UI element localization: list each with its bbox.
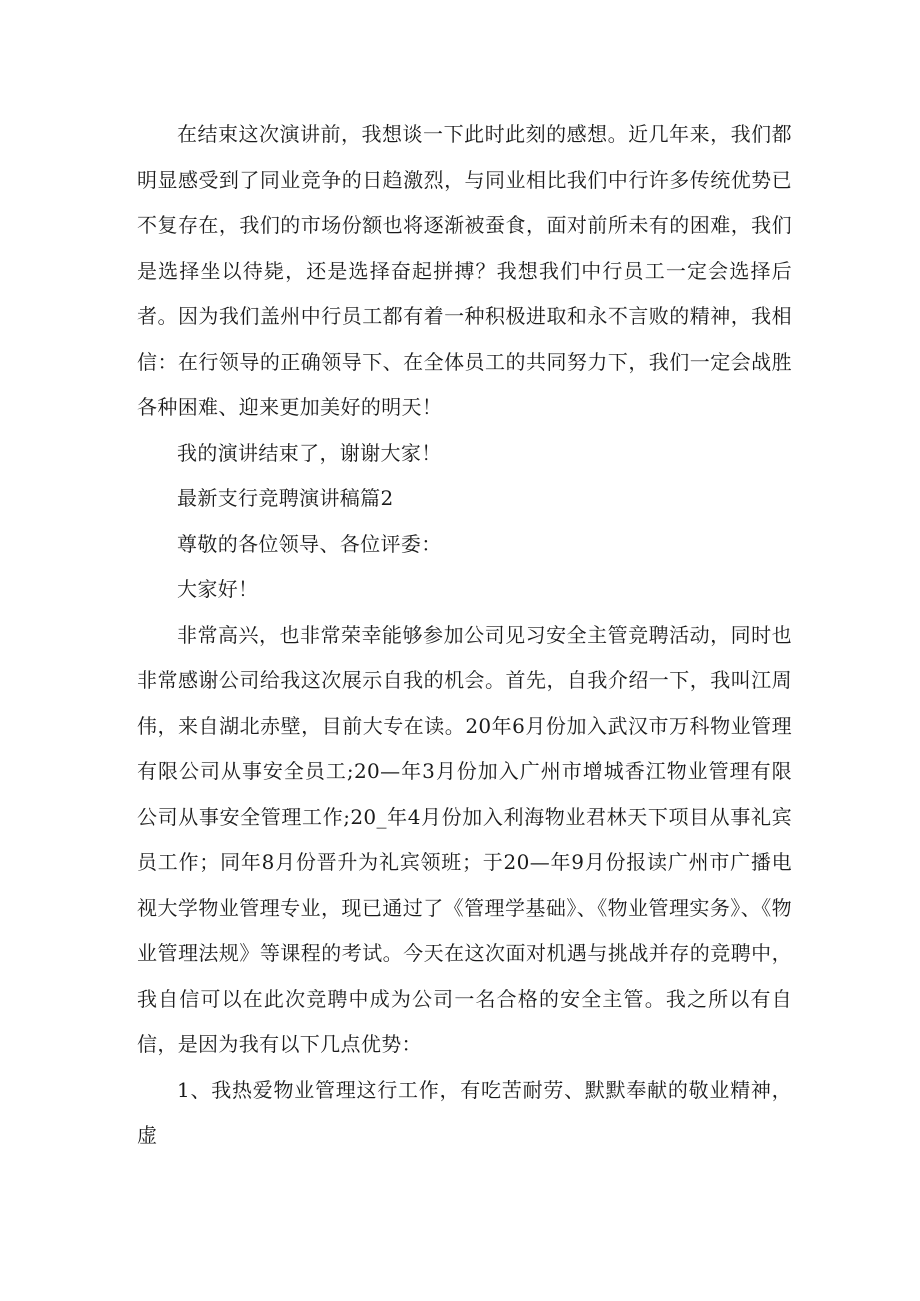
greeting: 大家好！: [177, 577, 259, 601]
paragraph-closing-thoughts: 在结束这次演讲前，我想谈一下此时此刻的感想。近几年来，我们都明显感受到了同业竞争的日趋激烈，与同业相比我们中行许多传统优势已不复存在，我们的市场份额也将逐渐被蚕食，面对前所未有的困难，我们是选择坐以待毙，还是选择奋起拼搏？我想我们中行员工一定会选择后者。因为我们盖州中行员工都有着一种积极进取和永不言败的精神，我相信：在行领导的正确领导下、在全体员工的共同努力下，我们一定会战胜各种困难、迎来更加美好的明天！: [137, 122, 792, 419]
section-heading: 最新支行竞聘演讲稿篇2: [177, 486, 394, 510]
paragraph-introduction: 非常高兴，也非常荣幸能够参加公司见习安全主管竞聘活动，同时也非常感谢公司给我这次展示自我的机会。首先，自我介绍一下，我叫江周伟，来自湖北赤壁，目前大专在读。20年6月份加入武汉市万科物业管理有限公司从事安全员工;20—年3月份加入广州市增城香江物业管理有限公司从事安全管理工作;20_年4月份加入利海物业君林天下项目从事礼宾员工作；同年8月份晋升为礼宾领班；于20—年9月份报读广州市广播电视大学物业管理专业，现已通过了《管理学基础》、《物业管理实务》、《物业管理法规》等课程的考试。今天在这次面对机遇与挑战并存的竞聘中，我自信可以在此次竞聘中成为公司一名合格的安全主管。我之所以有自信，是因为我有以下几点优势：: [137, 622, 792, 1056]
document-body: [137, 112, 792, 1159]
paragraph-advantage-1: 1、我热爱物业管理这行工作，有吃苦耐劳、默默奉献的敬业精神，虚: [137, 1077, 792, 1147]
salutation: 尊敬的各位领导、各位评委：: [177, 531, 442, 556]
paragraph-speech-end: 我的演讲结束了，谢谢大家！: [177, 440, 442, 465]
